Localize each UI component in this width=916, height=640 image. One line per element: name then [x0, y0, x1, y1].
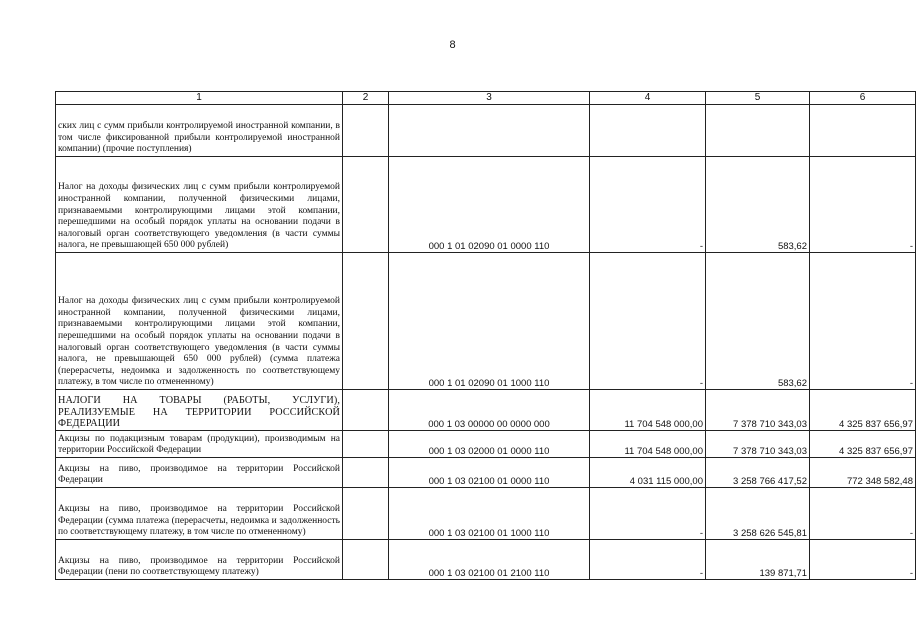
budget-code-cell: 000 1 03 00000 00 0000 000 [389, 390, 590, 431]
table-row [56, 157, 916, 253]
column-5-value-cell [706, 105, 810, 157]
column-header-1: 1 [56, 92, 343, 105]
column-header-3: 3 [389, 92, 590, 105]
income-name-cell: Акцизы по подакцизным товарам (продукции), производимым на территории Российской Федерации [56, 431, 343, 458]
column-5-value-cell: 583,62 [706, 253, 810, 390]
table-row [56, 390, 916, 431]
column-5-value-cell: 583,62 [706, 157, 810, 253]
column-2-cell [343, 540, 389, 580]
column-header-4: 4 [590, 92, 706, 105]
column-5-value-cell: 139 871,71 [706, 540, 810, 580]
column-6-value-cell: - [810, 157, 916, 253]
table-row [56, 540, 916, 580]
budget-code-cell: 000 1 03 02000 01 0000 110 [389, 431, 590, 458]
column-4-value-cell: 4 031 115 000,00 [590, 458, 706, 488]
income-name-cell: Акцизы на пиво, производимое на территории Российской Федерации (пени по соответствующему платежу) [56, 540, 343, 580]
income-name-cell: Акцизы на пиво, производимое на территории Российской Федерации [56, 458, 343, 488]
table-body [56, 92, 916, 580]
column-5-value-cell: 3 258 626 545,81 [706, 488, 810, 540]
income-name-cell: Налог на доходы физических лиц с сумм прибыли контролируемой иностранной компании, полученной физическими лицами, признаваемыми контролирующими лицами этой компании, перешедшими на особый порядок уплаты на основании подачи в налоговый орган соответствующего уведомления (в части суммы налога, не превышающей 650 000 рублей) (сумма платежа (перерасчеты, недоимка и задолженность по соответствующему платежу, в том числе по отмененному) [56, 253, 343, 390]
column-header-5: 5 [706, 92, 810, 105]
column-2-cell [343, 253, 389, 390]
column-6-value-cell: - [810, 253, 916, 390]
column-2-cell [343, 431, 389, 458]
column-header-6: 6 [810, 92, 916, 105]
income-name-cell: ских лиц с сумм прибыли контролируемой иностранной компании, в том числе фиксированной прибыли контролируемой иностранной компании) (прочие поступления) [56, 105, 343, 157]
budget-code-cell: 000 1 03 02100 01 2100 110 [389, 540, 590, 580]
column-2-cell [343, 157, 389, 253]
column-5-value-cell: 3 258 766 417,52 [706, 458, 810, 488]
column-6-value-cell: - [810, 540, 916, 580]
column-2-cell [343, 488, 389, 540]
budget-report-table [55, 91, 916, 580]
column-2-cell [343, 458, 389, 488]
column-6-value-cell: 772 348 582,48 [810, 458, 916, 488]
column-6-value-cell: 4 325 837 656,97 [810, 431, 916, 458]
income-name-cell: НАЛОГИ НА ТОВАРЫ (РАБОТЫ, УСЛУГИ), РЕАЛИЗУЕМЫЕ НА ТЕРРИТОРИИ РОССИЙСКОЙ ФЕДЕРАЦИИ [56, 390, 343, 431]
column-4-value-cell: - [590, 540, 706, 580]
column-header-2: 2 [343, 92, 389, 105]
budget-code-cell: 000 1 01 02090 01 1000 110 [389, 253, 590, 390]
table-row [56, 488, 916, 540]
column-4-value-cell: 11 704 548 000,00 [590, 431, 706, 458]
budget-code-cell: 000 1 01 02090 01 0000 110 [389, 157, 590, 253]
column-5-value-cell: 7 378 710 343,03 [706, 431, 810, 458]
column-6-value-cell: - [810, 488, 916, 540]
column-2-cell [343, 105, 389, 157]
budget-code-cell: 000 1 03 02100 01 1000 110 [389, 488, 590, 540]
table-row [56, 431, 916, 458]
table-row [56, 458, 916, 488]
income-name-cell: Налог на доходы физических лиц с сумм прибыли контролируемой иностранной компании, полученной физическими лицами, признаваемыми контролирующими лицами этой компании, перешедшими на особый порядок уплаты на основании подачи в налоговый орган соответствующего уведомления (в части суммы налога, не превышающей 650 000 рублей) [56, 157, 343, 253]
budget-code-cell: 000 1 03 02100 01 0000 110 [389, 458, 590, 488]
column-5-value-cell: 7 378 710 343,03 [706, 390, 810, 431]
page-number: 8 [449, 39, 456, 51]
table-row [56, 253, 916, 390]
column-2-cell [343, 390, 389, 431]
column-4-value-cell: - [590, 488, 706, 540]
column-4-value-cell: 11 704 548 000,00 [590, 390, 706, 431]
column-4-value-cell [590, 105, 706, 157]
column-number-header-row [56, 92, 916, 105]
column-4-value-cell: - [590, 253, 706, 390]
income-name-cell: Акцизы на пиво, производимое на территории Российской Федерации (сумма платежа (перерасчеты, недоимка и задолженность по соответствующему платежу, в том числе по отмененному) [56, 488, 343, 540]
column-4-value-cell: - [590, 157, 706, 253]
table-row [56, 105, 916, 157]
column-6-value-cell: 4 325 837 656,97 [810, 390, 916, 431]
column-6-value-cell [810, 105, 916, 157]
budget-code-cell [389, 105, 590, 157]
